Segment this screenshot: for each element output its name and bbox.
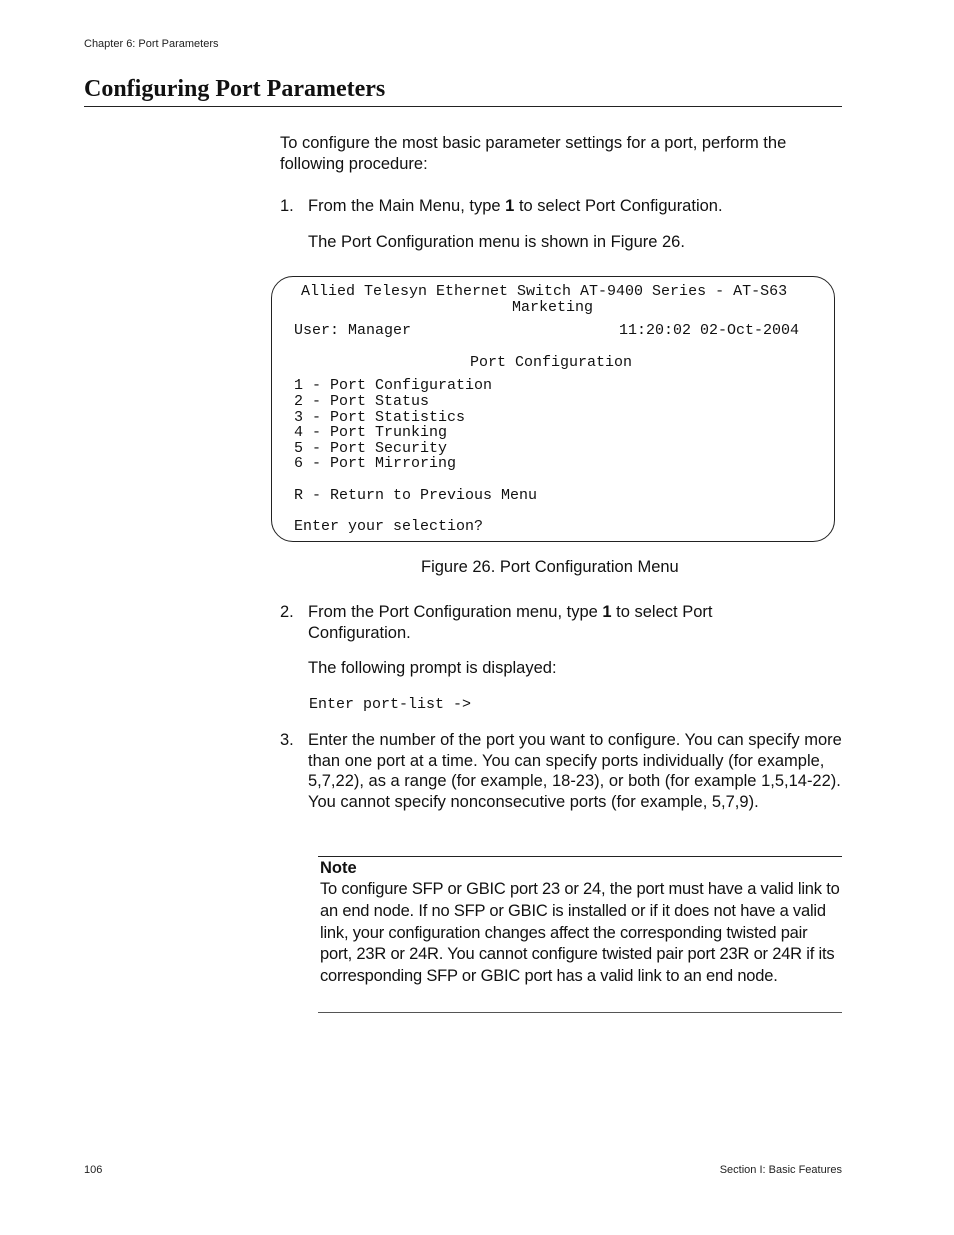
step-key: 1 (505, 197, 515, 215)
step-text: Enter the number of the port you want to configure. You can specify more than one port at a time. You can specify ports individually (for example, 5,7,22), as a range (for example, 18-23), or both (for example 1,5,14-22). You cannot specify nonconsecutive ports (for example, 5,7,9). (308, 731, 842, 811)
terminal-menu-title: Port Configuration (470, 354, 633, 371)
figure-caption: Figure 26. Port Configuration Menu (421, 558, 679, 576)
step-number: 2. (280, 603, 294, 621)
menu-item-port-mirroring: 6 - Port Mirroring (294, 455, 457, 472)
running-head: Chapter 6: Port Parameters (84, 38, 219, 50)
step-text-pre: From the Main Menu, type (308, 197, 506, 215)
terminal-header-line-2: Marketing (512, 299, 594, 316)
step-text-pre: From the Port Configuration menu, type (308, 603, 603, 621)
menu-item-port-status: 2 - Port Status (294, 393, 430, 410)
step-number: 3. (280, 731, 294, 749)
step-text-post: to select Port Configuration. (308, 603, 713, 642)
terminal-user: User: Manager (294, 322, 412, 339)
menu-item-port-trunking: 4 - Port Trunking (294, 424, 448, 441)
footer-section: Section I: Basic Features (719, 1164, 842, 1176)
terminal-datetime: 11:20:02 02-Oct-2004 (619, 322, 800, 339)
page-number: 106 (84, 1164, 103, 1176)
terminal-screen (271, 276, 835, 542)
step-1-followup: The Port Configuration menu is shown in Figure 26. (308, 233, 685, 251)
note-text: To configure SFP or GBIC port 23 or 24, the port must have a valid link to an end node. If no SFP or GBIC is installed or if it does not have a valid link, your configuration changes affect the corresponding twisted pair port, 23R or 24R. You cannot configure twisted pair port 23R or 24R if its corresponding SFP or GBIC port has a valid link to an end node. (320, 880, 840, 986)
step-2-followup: The following prompt is displayed: (308, 659, 557, 677)
page-title: Configuring Port Parameters (84, 76, 842, 107)
note-label: Note (320, 859, 357, 877)
intro-paragraph: To configure the most basic parameter settings for a port, perform the following procedure: (280, 134, 787, 173)
menu-item-return: R - Return to Previous Menu (294, 487, 538, 504)
menu-item-port-security: 5 - Port Security (294, 440, 448, 457)
terminal-prompt: Enter your selection? (294, 518, 484, 535)
step-key: 1 (602, 603, 612, 621)
step-text (308, 602, 808, 644)
menu-item-port-configuration: 1 - Port Configuration (294, 377, 493, 394)
note-box (318, 856, 842, 1013)
menu-item-port-statistics: 3 - Port Statistics (294, 409, 466, 426)
step-text (308, 196, 723, 217)
port-list-prompt: Enter port-list -> (309, 696, 472, 713)
terminal-header-line: Allied Telesyn Ethernet Switch AT-9400 Series - AT-S63 (301, 283, 788, 300)
step-text-post: to select Port Configuration. (514, 197, 723, 215)
step-number: 1. (280, 197, 294, 215)
